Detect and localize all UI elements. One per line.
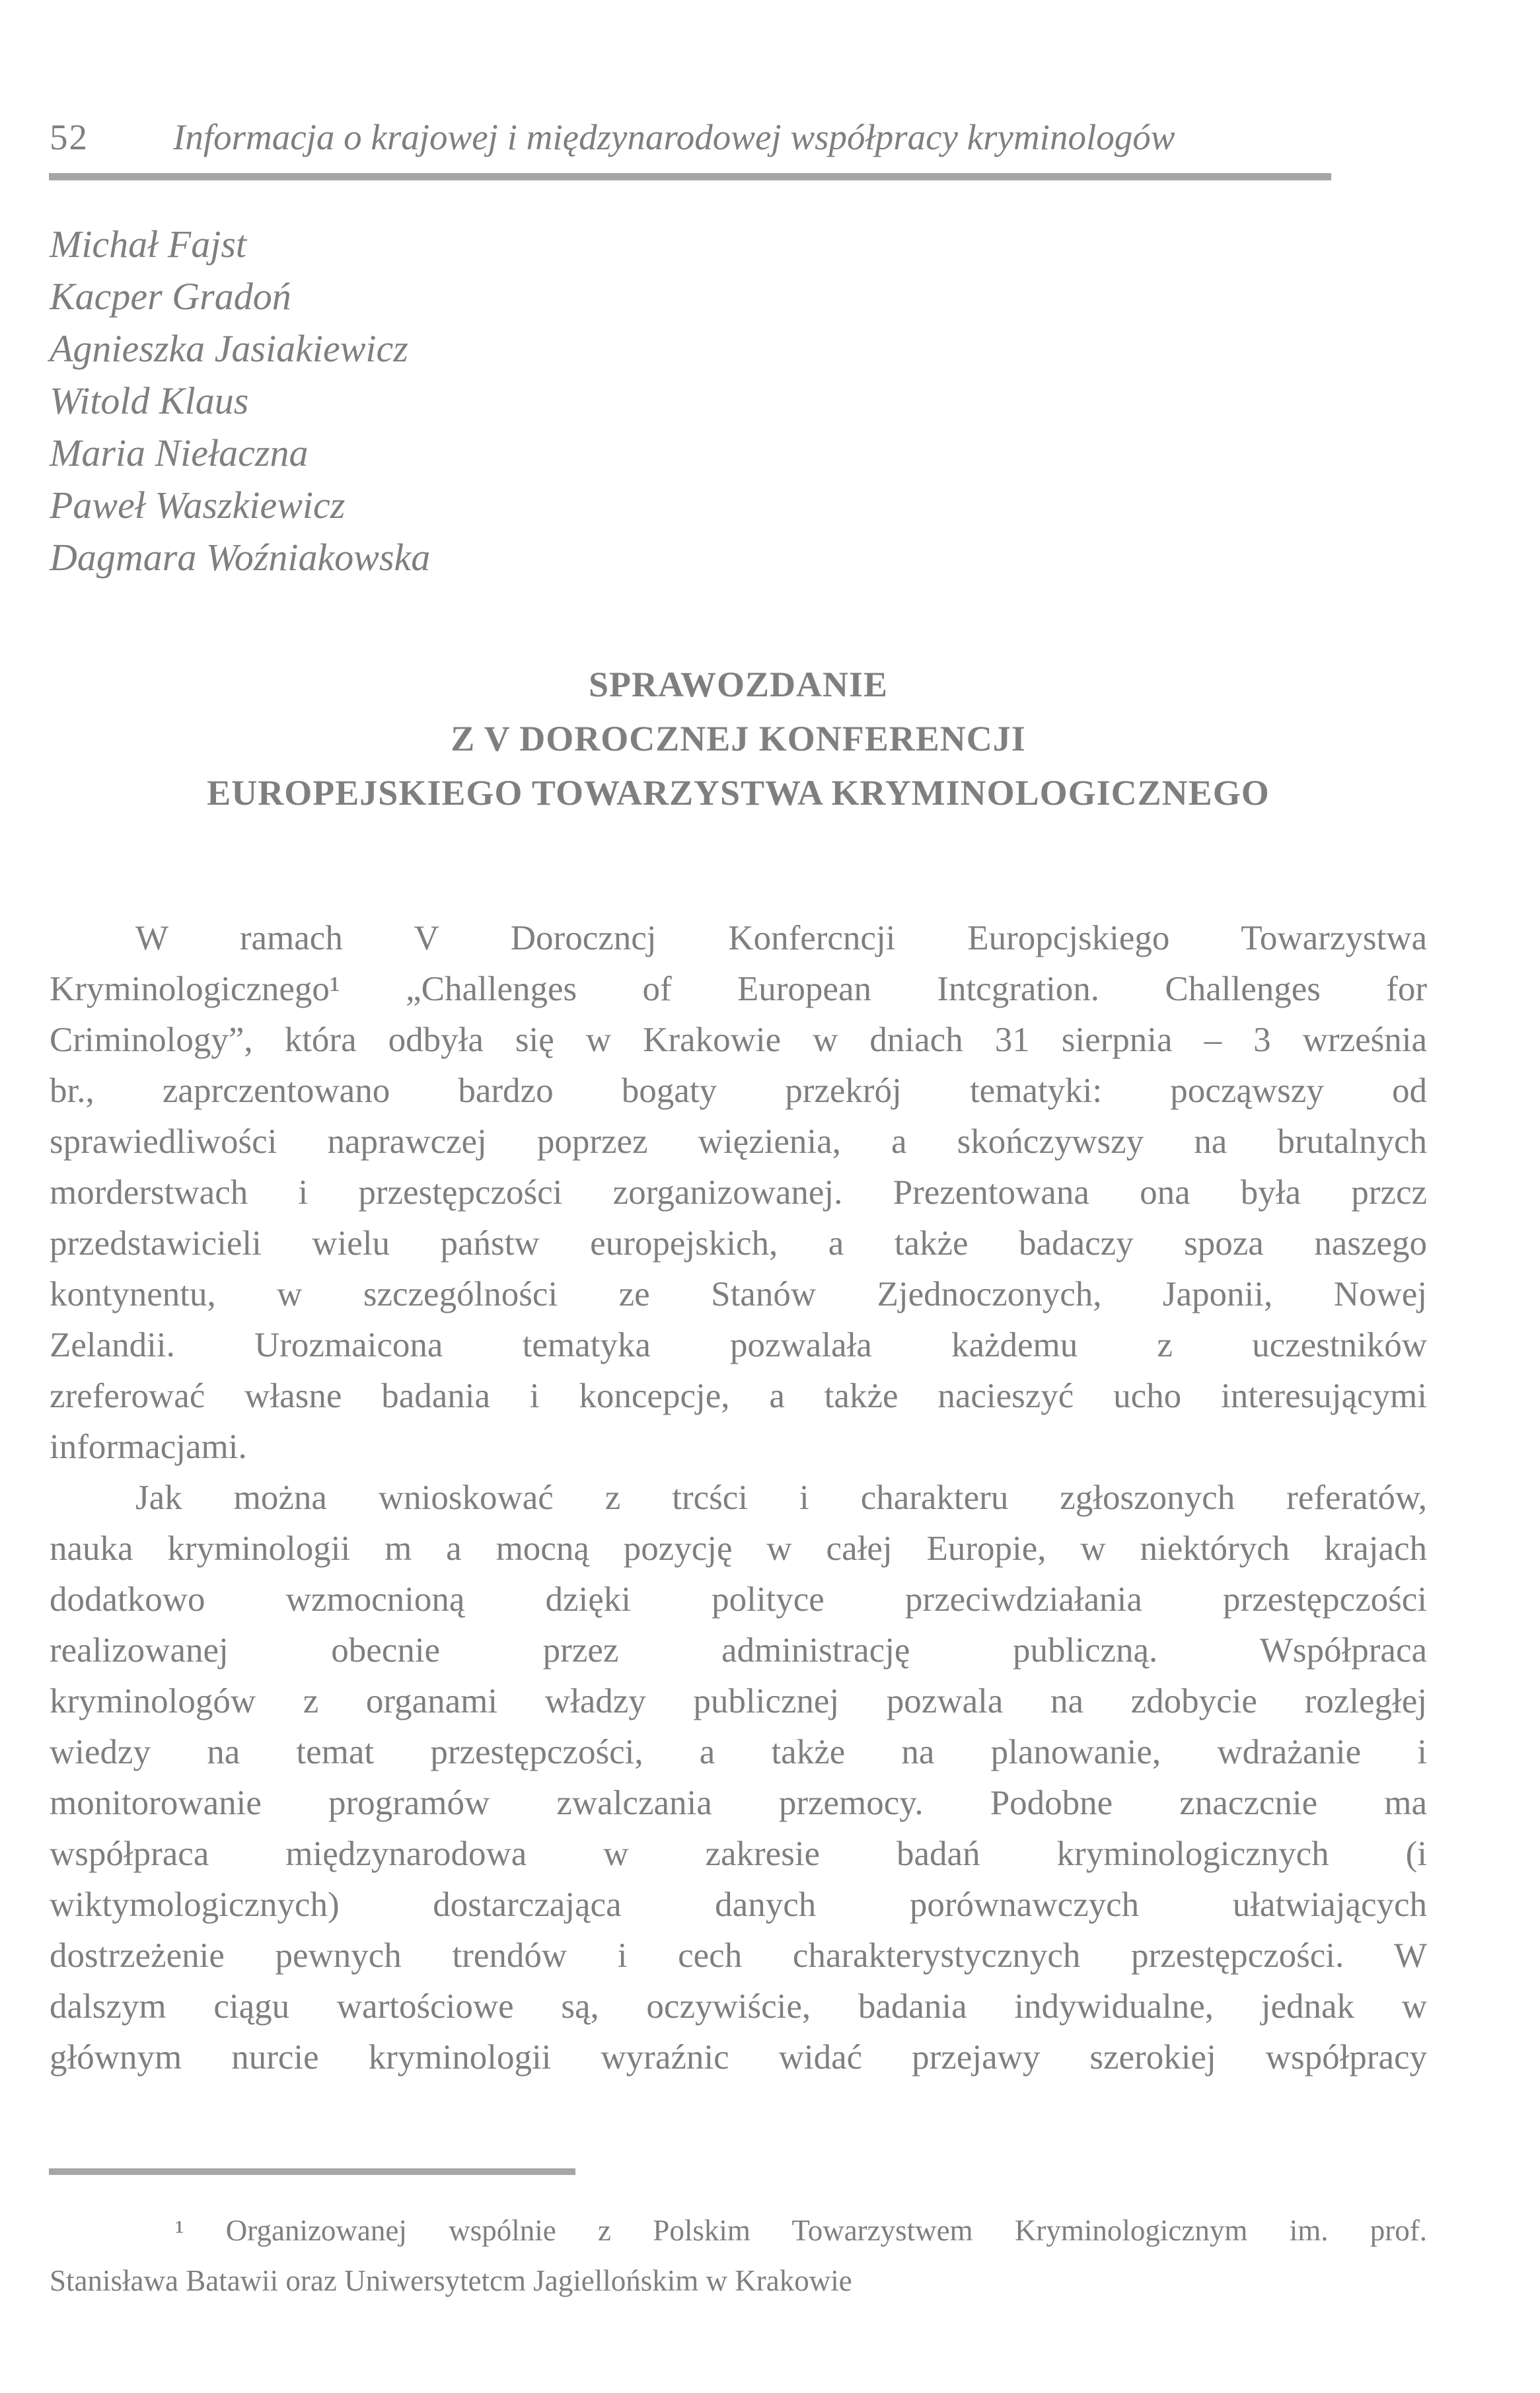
body-text-line: wiktymologicznych) dostarczająca danych porównawczych ułatwiających [50,1886,1427,1924]
report-title-line: SPRAWOZDANIE [588,665,889,704]
body-text-line: informacjami. [50,1428,247,1466]
body-text [50,913,1427,2083]
body-text-line: nauka kryminologii m a mocną pozycję w całej Europie, w niektórych krajach [50,1529,1427,1568]
body-text-line: Zelandii. Urozmaicona tematyka pozwalała każdemu z uczestników [50,1326,1427,1364]
footnote [50,2205,1427,2306]
body-text-line: wiedzy na temat przestępczości, a także na planowanie, wdrażanie i [50,1733,1427,1771]
body-text-line: kontynentu, w szczególności ze Stanów Zjednoczonych, Japonii, Nowej [50,1275,1427,1313]
body-text-line: dodatkowo wzmocnioną dzięki polityce przeciwdziałania przestępczości [50,1580,1427,1619]
author-name: Witold Klaus [50,379,249,422]
body-text-line: realizowanej obecnie przez administrację publiczną. Współpraca [50,1631,1427,1670]
body-text-line: morderstwach i przestępczości zorganizowanej. Prezentowana ona była przcz [50,1173,1427,1212]
footnote-line: ¹ Organizowanej wspólnie z Polskim Towarzystwem Kryminologicznym im. prof. [175,2214,1427,2247]
footnote-rule [49,2168,575,2175]
body-text-line: Criminology”, która odbyła się w Krakowie w dniach 31 sierpnia – 3 września [50,1021,1427,1059]
report-title [50,657,1427,820]
body-text-line: współpraca międzynarodowa w zakresie badań kryminologicznych (i [50,1835,1427,1873]
author-name: Kacper Gradoń [50,275,291,318]
author-name: Maria Niełaczna [50,431,309,474]
footnote-line: Stanisława Batawii oraz Uniwersytetcm Jagiellońskim w Krakowie [50,2264,852,2297]
report-title-line: Z V DOROCZNEJ KONFERENCJI [451,719,1026,758]
body-text-line: dalszym ciągu wartościowe są, oczywiście, badania indywidualne, jednak w [50,1987,1427,2026]
body-text-line: Kryminologicznego¹ „Challenges of European Intcgration. Challenges for [50,970,1427,1008]
header-rule [49,173,1331,180]
body-text-line: br., zaprczentowano bardzo bogaty przekrój tematyki: począwszy od [50,1072,1427,1110]
page-number: 52 [50,117,89,157]
body-text-line: Jak można wnioskować z trcści i charakteru zgłoszonych referatów, [135,1479,1427,1517]
running-header [50,116,1331,159]
body-text-line: kryminologów z organami władzy publicznej pozwala na zdobycie rozległej [50,1682,1427,1720]
author-name: Dagmara Woźniakowska [50,536,431,579]
body-text-line: sprawiedliwości naprawczej poprzez więzienia, a skończywszy na brutalnych [50,1123,1427,1161]
running-title: Informacja o krajowej i międzynarodowej współpracy kryminologów [173,117,1175,157]
body-text-line: zreferować własne badania i koncepcje, a także nacieszyć ucho interesującymi [50,1377,1427,1415]
body-text-line: W ramach V Doroczncj Konfercncji Europcjskiego Towarzystwa [135,919,1427,957]
author-name: Agnieszka Jasiakiewicz [50,327,408,370]
body-text-line: przedstawicieli wielu państw europejskich, a także badaczy spoza naszego [50,1224,1427,1263]
body-text-line: głównym nurcie kryminologii wyraźnic widać przejawy szerokiej współpracy [50,2038,1427,2077]
body-text-line: monitorowanie programów zwalczania przemocy. Podobne znaczcnie ma [50,1784,1427,1822]
body-text-line: dostrzeżenie pewnych trendów i cech charakterystycznych przestępczości. W [50,1936,1427,1975]
author-list [50,218,430,583]
author-name: Paweł Waszkiewicz [50,484,346,527]
report-title-line: EUROPEJSKIEGO TOWARZYSTWA KRYMINOLOGICZNEGO [207,773,1270,813]
author-name: Michał Fajst [50,223,247,266]
